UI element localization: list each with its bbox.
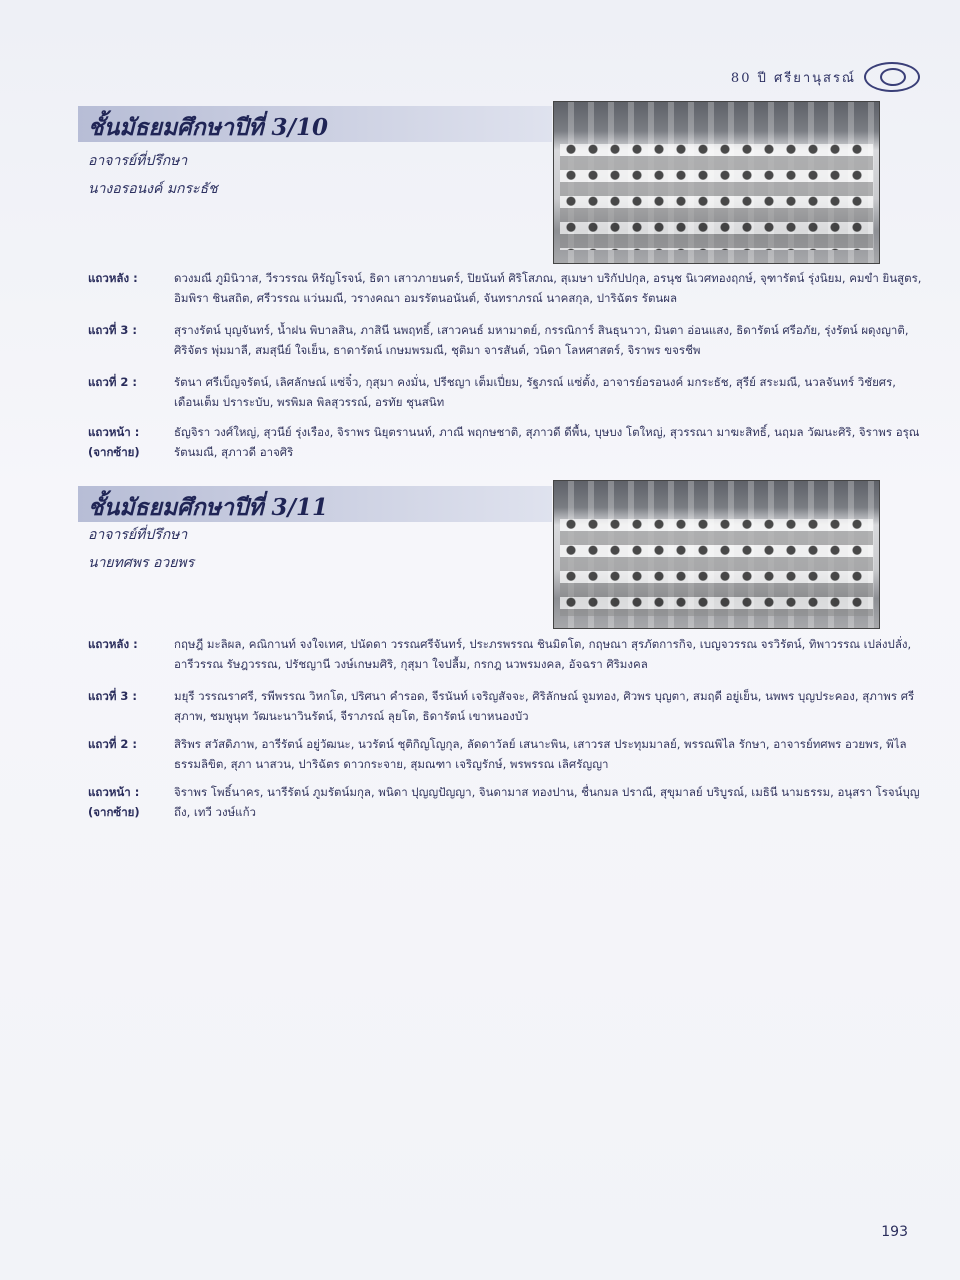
row-label: แถวที่ 3 :: [88, 689, 138, 703]
advisor-name: นายทศพร อวยพร: [88, 555, 195, 571]
class-photo: [553, 101, 880, 264]
row-sublabel: (จากซ้าย): [88, 445, 140, 459]
row-back: [88, 634, 928, 676]
row-label: แถวหลัง :: [88, 637, 138, 651]
row-names: สิริพร สวัสดิภาพ, อารีรัตน์ อยู่วัฒนะ, นวรัตน์ ชุติกิญโญกุล, ลัดดาวัลย์ เสนาะพิน, เสาวรส ประทุมมาลย์, พรรณพิไล รักษา, อาจารย์ทศพร อวยพร, พิไล ธรรมลิขิต, สุภา นาสวน, ปาริฉัตร ดาวกระจาย, สุมณฑา เจริญรักษ์, พรพรรณ เลิศรัญญา: [174, 737, 907, 771]
row-names: มยุรี วรรณราศรี, รพีพรรณ วิหกโต, ปริศนา คำรอด, จีรนันท์ เจริญสัจจะ, ศิริลักษณ์ จูมทอง, ศิวพร บุญตา, สมฤดี อยู่เย็น, นพพร บุญประคอง, สุภาพร ศรีสุภาพ, ชมพูนุท วัฒนะนาวินรัตน์, จีราภรณ์ ลุยโต, ธิดารัตน์ เขาหนองบัว: [174, 689, 915, 723]
row-label: แถวหน้า :: [88, 785, 140, 799]
row-names: สุรางรัตน์ บุญจันทร์, น้ำฝน พิบาลสิน, ภาสินี นพฤทธิ์, เสาวคนธ์ มหามาตย์, กรรณิการ์ สินธุนาวา, มินตา อ่อนแสง, ธิดารัตน์ ศรีอภัย, รุ่งรัตน์ ผดุงญาติ, ศิริจัตร พุ่มมาลี, สมสุนีย์ ใจเย็น, ธาดารัตน์ เกษมพรมณี, ชุติมา จารสันต์, วนิดา โลหศาสตร์, จิราพร ขจรชีพ: [174, 323, 909, 357]
row-back: [88, 268, 928, 310]
row-3: [88, 686, 928, 728]
header-text: 80 ปี ศรียานุสรณ์: [730, 70, 856, 86]
row-label: แถวที่ 3 :: [88, 323, 138, 337]
row-sublabel: (จากซ้าย): [88, 805, 140, 819]
row-2: [88, 372, 928, 414]
page-header: [731, 62, 920, 92]
section-title: ชั้นมัธยมศึกษาปีที่ 3/10: [88, 114, 328, 141]
row-front: [88, 422, 928, 464]
class-photo: [553, 480, 880, 629]
advisor-label: อาจารย์ที่ปรึกษา: [88, 527, 188, 543]
row-label: แถวที่ 2 :: [88, 375, 138, 389]
row-names: รัตนา ศรีเบ็ญจรัตน์, เลิศลักษณ์ แซ่จิ๋ว, กุสุมา คงมั่น, ปรีชญา เต็มเปี่ยม, รัฐภรณ์ แซ่ตั้ง, อาจารย์อรอนงค์ มกระธัช, สุรีย์ สระมณี, นวลจันทร์ วิชัยศร, เดือนเต็ม ปราระบับ, พรพิมล พิลสุวรรณ์, อรทัย ชุนสนิท: [174, 375, 896, 409]
advisor-name: นางอรอนงค์ มกระธัช: [88, 181, 218, 197]
page-number: 193: [881, 1224, 908, 1240]
row-label: แถวหลัง :: [88, 271, 138, 285]
row-front: [88, 782, 928, 824]
school-emblem-icon: [864, 62, 920, 92]
row-names: จิราพร โพธิ์นาคร, นารีรัตน์ ภูมรัตน์มกุล, พนิดา ปุญญปัญญา, จินดามาส ทองปาน, ชื่นกมล ปราณี, สุขุมาลย์ บริบูรณ์, เมธินี นามธรรม, อนุสรา โรจน์บุญถึง, เทวี วงษ์แก้ว: [174, 785, 920, 819]
row-names: ธัญจิรา วงศ์ใหญ่, สุวนีย์ รุ่งเรือง, จิราพร นิยุตรานนท์, ภาณี พฤกษชาติ, สุภาวดี ดีพื้น, บุษบง โตใหญ่, สุวรรณา มาฆะสิทธิ์, นฤมล วัฒนะศิริ, จิราพร อรุณรัตนมณี, สุภาวดี อาจศิริ: [174, 425, 920, 459]
row-2: [88, 734, 928, 776]
section-title: ชั้นมัธยมศึกษาปีที่ 3/11: [88, 494, 328, 521]
row-names: ดวงมณี ภูมินิวาส, วีรวรรณ หิรัญโรจน์, ธิดา เสาวภายนตร์, ปิยนันท์ ศิริโสภณ, สุเมษา บริกัปปกุล, อรนุช นิเวศทองฤกษ์, จุฑารัตน์ รุ่งนิยม, คมขำ ยินสูตร, อิมพิรา ชินสถิต, ศรีวรรณ แว่นมณี, วรางคณา อมรรัตนอนันต์, จันทราภรณ์ นาคสกุล, ปาริฉัตร รัตนผล: [174, 271, 922, 305]
row-names: กฤษฎี มะลิผล, คณิกานท์ จงใจเทศ, ปนัดดา วรรณศรีจันทร์, ประภรพรรณ ชินมิตโต, กฤษณา สุรภัตการกิจ, เบญจวรรณ จรวิรัตน์, ทิพาวรรณ เปล่งปลั่ง, อารีวรรณ รัษฎวรรณ, ปรัชญานี วงษ์เกษมศิริ, กุสุมา ใจปลื้ม, กรกฎ นวพรมงคล, อัจฉรา ศิริมงคล: [174, 637, 912, 671]
row-label: แถวหน้า :: [88, 425, 140, 439]
row-3: [88, 320, 928, 362]
advisor-label: อาจารย์ที่ปรึกษา: [88, 153, 188, 169]
row-label: แถวที่ 2 :: [88, 737, 138, 751]
